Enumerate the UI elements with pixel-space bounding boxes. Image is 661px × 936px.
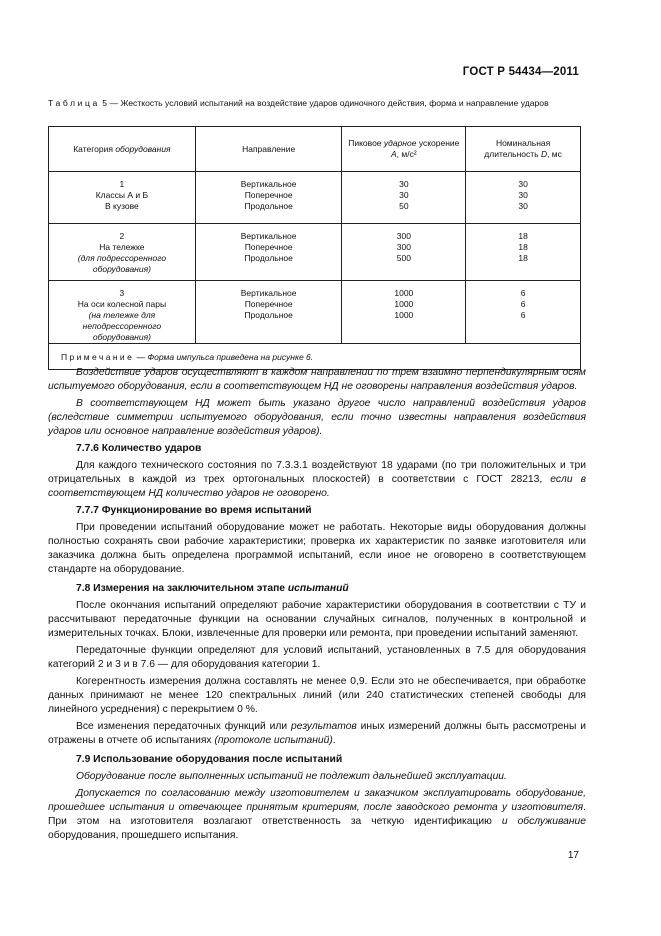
section-heading: 7.8 Измерения на заключительном этапе испытаний	[76, 583, 349, 594]
page-number: 17	[567, 850, 579, 861]
header-direction: Направление	[195, 127, 342, 172]
paragraph: Передаточные функции определяют для условий испытаний, установленных в 7.5 для оборудования категорий 2 и 3 и в 7.6 — для оборудования категории 1.	[48, 645, 586, 670]
duration-cell: 30 30 30	[466, 172, 581, 224]
header-duration: Номинальная длительность D, мс	[466, 127, 581, 172]
category-cell: 2 На тележке (для подрессоренного оборудования)	[49, 224, 196, 281]
paragraph: Воздействие ударов осуществляют в каждом направлении по трем взаимно перпендикулярным осям испытуемого оборудования, если в соответствующем НД не оговорены направления воздействия ударов.	[48, 367, 586, 392]
section-heading: 7.9 Использование оборудования после испытаний	[76, 754, 343, 765]
category-cell: 1 Классы А и Б В кузове	[49, 172, 196, 224]
peak-cell: 1000 1000 1000	[342, 281, 466, 344]
paragraph: В соответствующем НД может быть указано другое число направлений воздействия ударов (вследствие симметрии испытуемого оборудования, если точно известны направления воздействия ударов или основное направление воздействия ударов).	[48, 398, 586, 437]
duration-cell: 6 6 6	[466, 281, 581, 344]
paragraph: Оборудование после выполненных испытаний не подлежит дальнейшей эксплуатации.	[76, 771, 507, 782]
paragraph: Когерентность измерения должна составлять не менее 0,9. Если это не обеспечивается, при обработке данных принимают не менее 120 спектральных линий (или 240 статистических степеней свободы для линейного усреднения) с перекрытием 0 %.	[48, 676, 586, 715]
direction-cell: Вертикальное Поперечное Продольное	[195, 224, 342, 281]
paragraph: При проведении испытаний оборудование может не работать. Некоторые виды оборудования должны полностью сохранять свои рабочие характеристики; проверка их характеристик по заявке изготовителя или заказчика должна быть определена программой испытаний, если иное не оговорено в соответствующем стандарте на оборудование.	[48, 522, 586, 575]
caption-prefix: Таблица	[48, 98, 100, 108]
table-row	[49, 281, 581, 344]
category-cell: 3 На оси колесной пары (на тележке для неподрессоренного оборудования)	[49, 281, 196, 344]
paragraph: Допускается по согласованию между изготовителем и заказчиком эксплуатировать оборудование, прошедшее испытания и отвечающее принятым критериям, после заводского ремонта у изготовителя. При этом на изготовителя возлагают ответственность за четкую идентификацию и обслуживание оборудования, прошедшего испытания.	[48, 788, 586, 841]
table-header-row	[49, 127, 581, 172]
section-heading: 7.7.7 Функционирование во время испытаний	[76, 505, 312, 516]
paragraph: Все изменения передаточных функций или результатов иных измерений должны быть рассмотрены и отражены в отчете об испытаниях (протоколе испытаний).	[48, 721, 586, 746]
table-row	[49, 224, 581, 281]
section-heading: 7.7.6 Количество ударов	[76, 443, 202, 454]
table-row	[49, 172, 581, 224]
shock-conditions-table	[48, 126, 581, 370]
caption-text: 5 — Жесткость условий испытаний на воздействие ударов одиночного действия, форма и направление ударов	[99, 98, 549, 108]
header-peak: Пиковое ударное ускорение A, м/с²	[342, 127, 466, 172]
header-category: Категория оборудования	[49, 127, 196, 172]
document-header: ГОСТ Р 54434—2011	[462, 66, 579, 78]
table-caption	[48, 97, 588, 109]
paragraph: Для каждого технического состояния по 7.3.3.1 воздействуют 18 ударами (по три положительных и три отрицательных в каждой из трех ортогональных плоскостей) в соответствии с ГОСТ 28213, если в соответствующем НД количество ударов не оговорено.	[48, 460, 587, 499]
direction-cell: Вертикальное Поперечное Продольное	[195, 172, 342, 224]
direction-cell: Вертикальное Поперечное Продольное	[195, 281, 342, 344]
body-text	[48, 366, 586, 846]
peak-cell: 300 300 500	[342, 224, 466, 281]
duration-cell: 18 18 18	[466, 224, 581, 281]
peak-cell: 30 30 50	[342, 172, 466, 224]
paragraph: После окончания испытаний определяют рабочие характеристики оборудования в соответствии с ТУ и рассчитывают передаточные функции на основании случайных сигналов, полученных в контрольной и измерительных точках. Блоки, извлеченные для проверки или ремонта, при проведении испытаний заменяют.	[48, 600, 586, 639]
table-note: Примечание — Форма импульса приведена на рисунке 6.	[49, 344, 581, 370]
